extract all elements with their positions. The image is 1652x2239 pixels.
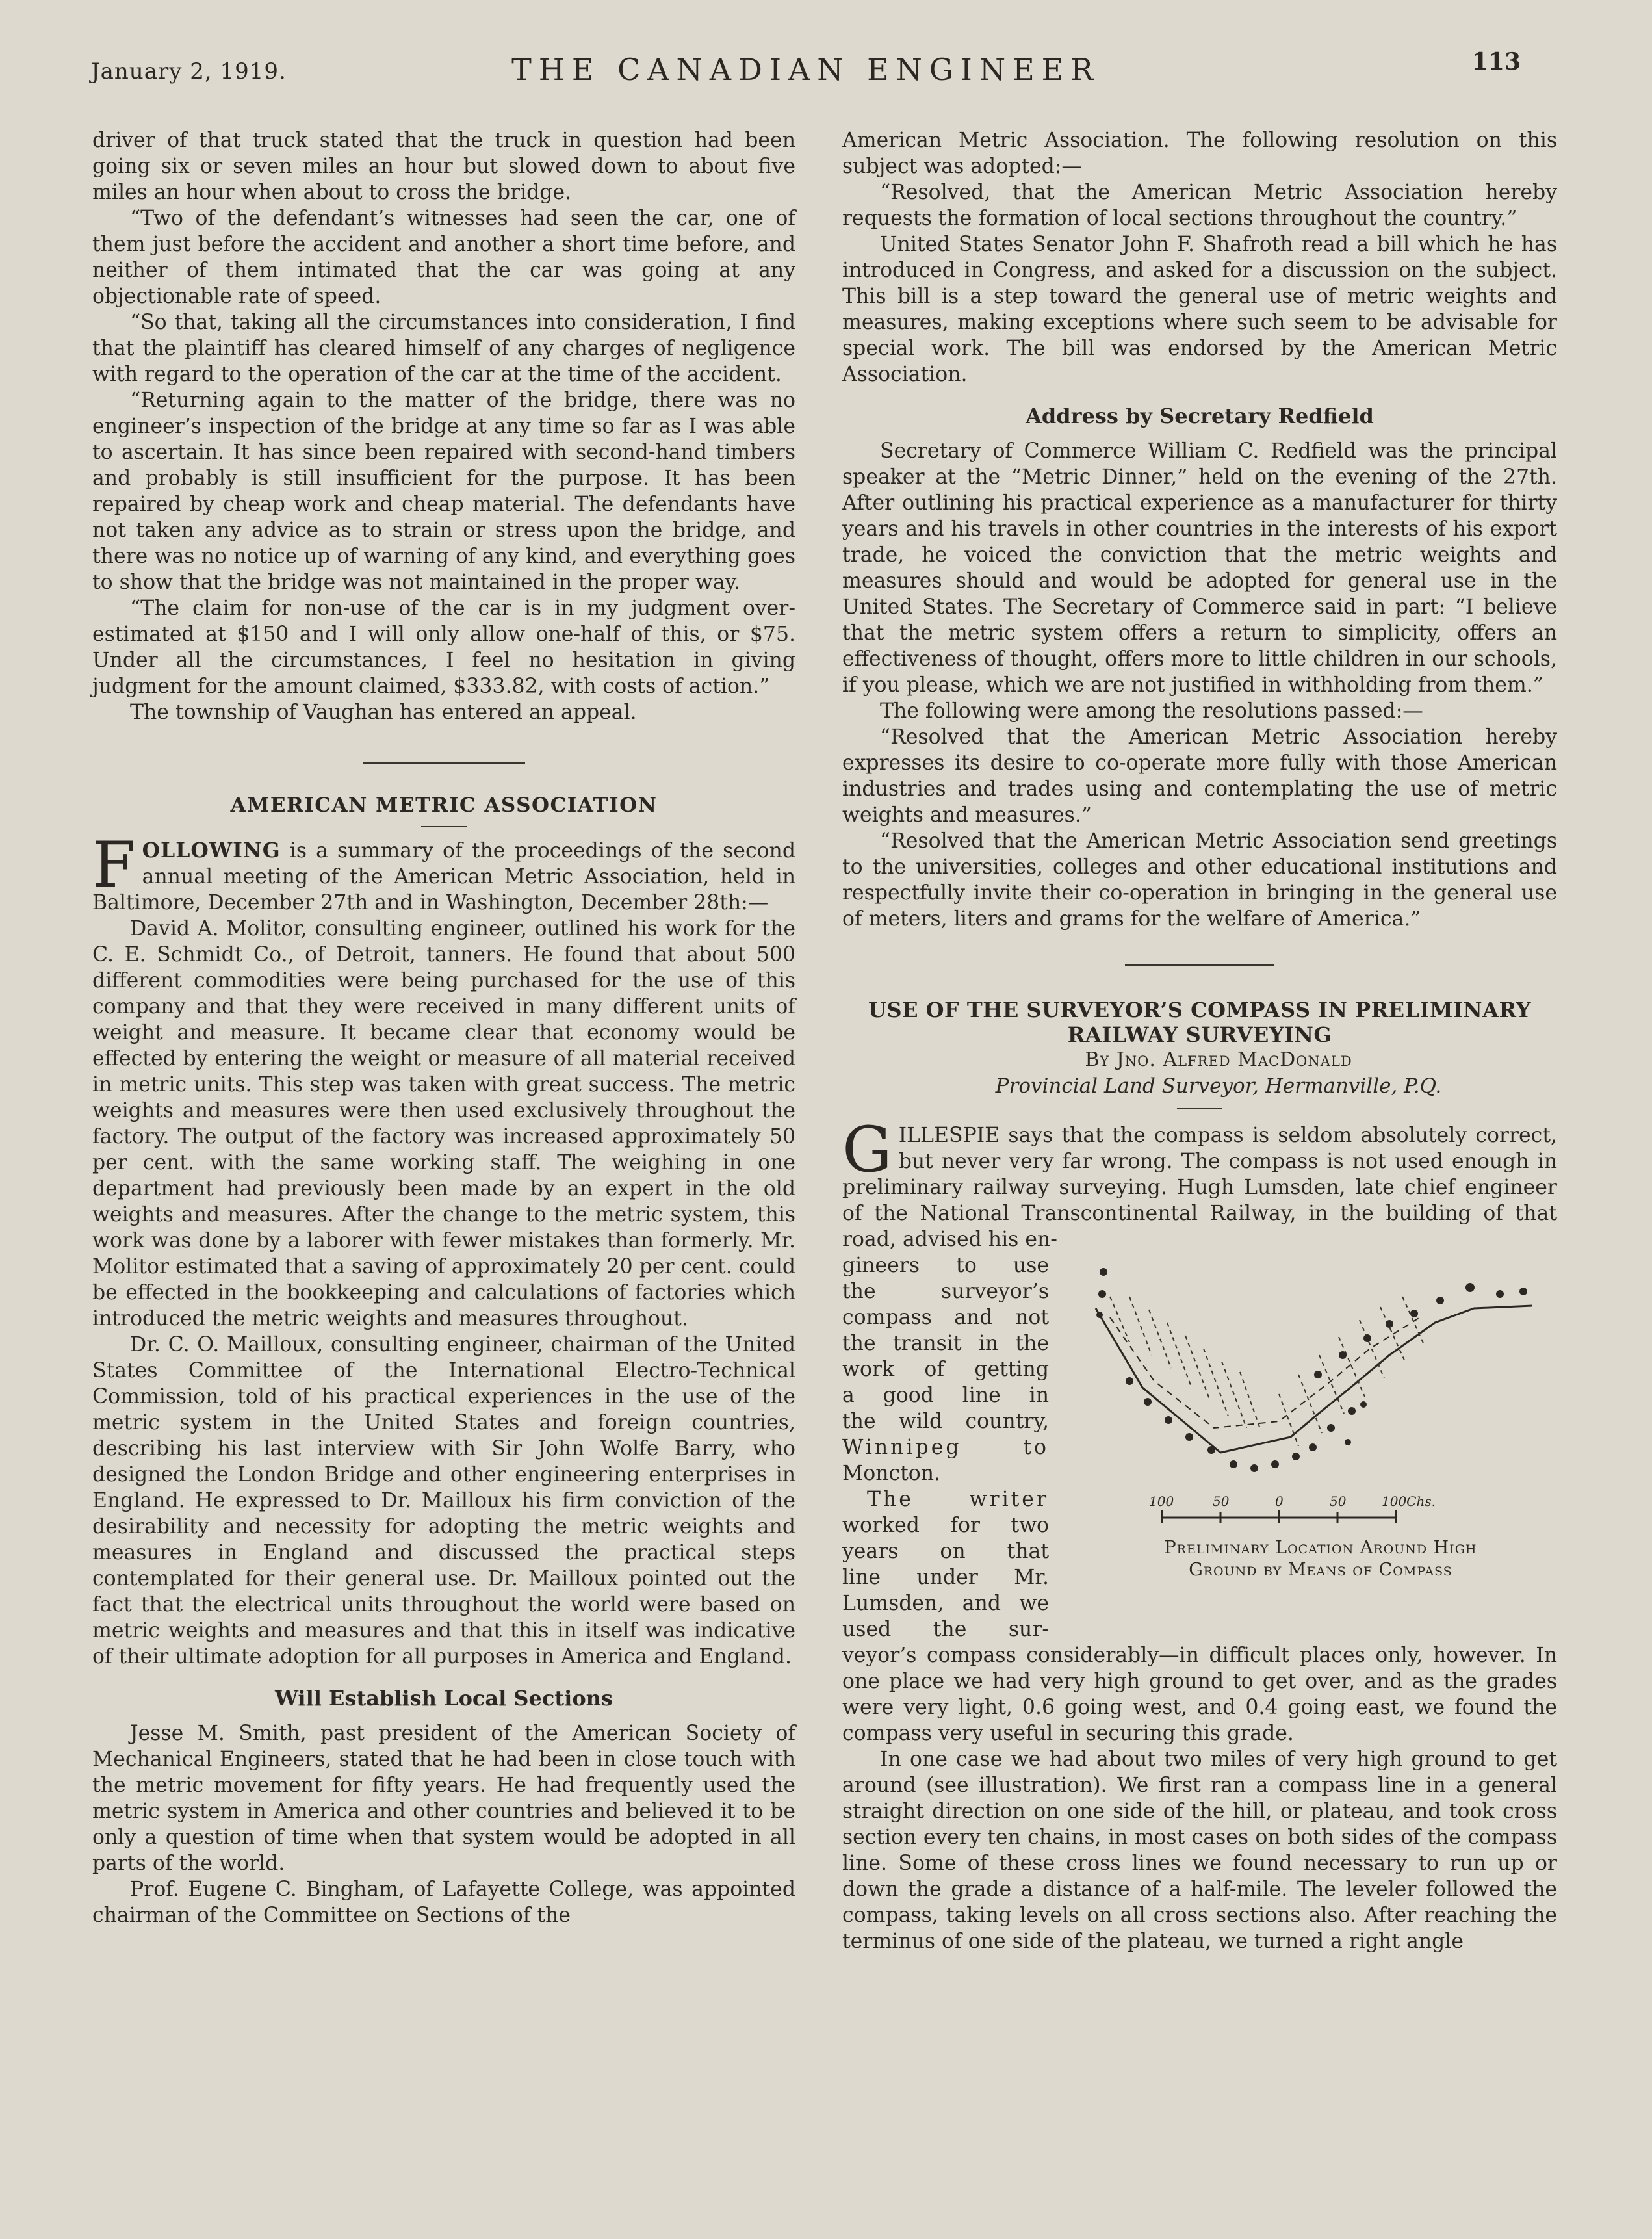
paragraph: United States Senator John F. Shafroth read a bill which he has introduced in Congress, and asked for a discussion on the subject. This bill is a step toward the general use of metric weights and measures, making exceptions where such seem to be advisable for special work. The bill was endorsed by the American Metric Association. [842, 233, 1557, 386]
title-rule [1177, 1108, 1222, 1109]
paragraph: In one case we had about two miles of very high ground to get around (see illustration). We first ran a compass line in a general straight direction on one side of the hill, or plateau, and took cross section every ten chains, in most cases on both sides of the compass line. Some of these cross lines we found necessary to run up or down the grade a distance of a half-mile. The leveler followed the compass, taking levels on all cross sections also. After reaching the terminus of one side of the plateau, we turned a right angle [842, 1748, 1557, 1953]
figure-wrap [842, 1252, 1557, 1642]
cross-sections-right [1279, 1297, 1425, 1446]
paragraph: “Two of the defendant’s witnesses had seen the car, one of them just before the accident and another a short time before, and neither of them intimated that the car was going at any objectionable rate of speed. [92, 207, 795, 308]
paragraph: The township of Vaughan has entered an appeal. [130, 701, 637, 724]
survey-illustration [1084, 1258, 1557, 1612]
paragraph: Secretary of Commerce William C. Redfield was the principal speaker at the “Metric Dinner,” held on the evening of the 27th. After outlining his practical experience as a manufacturer for thirty years and his travels in other countries in the interests of his export trade, he voiced the conviction that the metric weights and measures should and would be adopted for general use in the United States. The Secretary of Commerce said in part: “I believe that the metric system offers a return to simplicity, offers an effectiveness of thought, offers more to little children in our schools, if you please, which we are not justified in withholding from them.” [842, 439, 1557, 697]
narrow-line: the transit in the [842, 1332, 1049, 1355]
survey-diagram [1084, 1258, 1557, 1531]
drop-cap: G [842, 1113, 892, 1186]
paragraph: Jesse M. Smith, past president of the American Society of Mechanical Engineers, stated that he had been in close touch with the metric movement for fifty years. He had frequently used the metric system in America and other countries and believed it to be only a question of time when that system would be adopted in all parts of the world. [92, 1722, 795, 1875]
narrow-line: a good line in [842, 1384, 1049, 1407]
lead-paragraph [842, 1113, 1557, 1252]
scale-bar [1149, 1494, 1436, 1523]
narrow-line: compass and not [842, 1306, 1049, 1329]
narrow-line: line under Mr. [842, 1566, 1049, 1589]
narrow-line: the surveyor’s [842, 1280, 1049, 1303]
paragraph: veyor’s compass considerably—in difficult places only, however. In one place we had very high ground to get over, and as the grades were very light, 0.6 going west, and 0.4 going east, we found the compass very useful in securing this grade. [842, 1644, 1557, 1745]
right-column [842, 127, 1557, 1954]
section-divider [363, 762, 525, 764]
article-title-line-1: USE OF THE SURVEYOR’S COMPASS IN PRELIMINARY [868, 998, 1531, 1022]
tree-symbols [1096, 1268, 1527, 1472]
paragraph: “The claim for non-use of the car is in my judgment over-estimated at $150 and I will only allow one-half of this, or $75. Under all the circumstances, I feel no hesitation in giving judgment for the amount claimed, $333.82, with costs of action.” [92, 597, 795, 698]
section-divider [1125, 964, 1274, 966]
page-number: 113 [1471, 48, 1521, 75]
caption-line-2: Ground by Means of Compass [1189, 1560, 1452, 1580]
paragraph: “Returning again to the matter of the bridge, there was no engineer’s inspection of the bridge at any time so far as I was able to ascertain. It has since been repaired with second-hand timbers and probably is still insufficient for the purpose. It has been repaired by cheap work and cheap material. The defendants have not taken any advice as to strain or stress upon the bridge, and there was no notice up of warning of any kind, and everything goes to show that the bridge was not maintained in the proper way. [92, 389, 795, 594]
lead-text: ILLESPIE says that the compass is seldom absolutely correct, but never very far wrong. The compass is not used enough in preliminary railway surveying. Hugh Lumsden, late chief engineer of the National Transcontinental Railway, in the building of that road, advised his en- [842, 1124, 1557, 1251]
drop-cap: F [92, 829, 136, 901]
paragraph: “Resolved that the American Metric Association hereby expresses its desire to co-operate more fully with those American industries and trades using and contemplating the use of metric weights and measures.” [842, 725, 1557, 827]
running-head [91, 47, 1521, 92]
narrow-line: Lumsden, and we [842, 1592, 1049, 1615]
narrow-text-block [842, 1252, 1049, 1642]
figure-caption [1084, 1537, 1557, 1581]
scale-label: 0 [1275, 1494, 1284, 1509]
narrow-line: work of getting [842, 1358, 1049, 1381]
journal-title: THE CANADIAN ENGINEER [511, 52, 1100, 87]
cross-sections-left [1110, 1297, 1261, 1430]
paragraph: “Resolved, that the American Metric Association hereby requests the formation of local sections throughout the country.” [842, 181, 1557, 230]
article-title-line-2: RAILWAY SURVEYING [1067, 1022, 1332, 1047]
narrow-line: used the sur- [842, 1618, 1049, 1641]
author-affiliation: Provincial Land Surveyor, Hermanville, P.Q. [995, 1074, 1442, 1098]
title-rule [421, 826, 467, 827]
narrow-line: Moncton. [842, 1462, 941, 1485]
paragraph: The following were among the resolutions passed:— [880, 699, 1423, 723]
scale-label: 50 [1213, 1494, 1230, 1509]
caption-line-1: Preliminary Location Around High [1164, 1538, 1477, 1558]
narrow-line: gineers to use [842, 1254, 1049, 1277]
subheading: Will Establish Local Sections [275, 1686, 613, 1711]
narrow-line: worked for two [842, 1514, 1049, 1537]
narrow-line: the wild country, [842, 1410, 1049, 1433]
narrow-line: years on that [842, 1540, 1049, 1563]
issue-date: January 2, 1919. [91, 58, 287, 84]
lead-text: is a summary of the proceedings of the second annual meeting of the American Metric Association, held in Baltimore, December 27th and in Washington, December 28th:— [92, 839, 795, 914]
paragraph: Dr. C. O. Mailloux, consulting engineer, chairman of the United States Committee of the International Electro-Technical Commission, told of his practical experiences in the use of the metric system in the United States and foreign countries, describing his last interview with Sir John Wolfe Barry, who designed the London Bridge and other engineering enterprises in England. He expressed to Dr. Mailloux his firm conviction of the desirability and necessity for adopting the metric weights and measures in England and discussed the practical steps contemplated for their general use. Dr. Mailloux pointed out the fact that the electrical units throughout the world were based on metric weights and measures and that this in itself was indicative of their ultimate adoption for all purposes in America and England. [92, 1333, 795, 1668]
scale-label: 100Chs. [1382, 1494, 1436, 1509]
paragraph: David A. Molitor, consulting engineer, outlined his work for the C. E. Schmidt Co., of Detroit, tanners. He found that about 500 different commodities were being purchased for the use of this company and that they were received in many different units of weight and measure. It became clear that economy would be effected by entering the weight or measure of all material received in metric units. This step was taken with great success. The metric weights and measures were then used exclusively throughout the factory. The output of the factory was increased approximately 50 per cent. with the same working staff. The weighing in one department had previously been made by an expert in the old weights and measures. After the change to the metric system, this work was done by a laborer with fewer mistakes than formerly. Mr. Molitor estimated that a saving of approximately 20 per cent. could be effected in the bookkeeping and calculations of factories which introduced the metric weights and measures throughout. [92, 917, 795, 1330]
left-column [92, 127, 795, 1928]
paragraph: American Metric Association. The following resolution on this subject was adopted:— [842, 129, 1557, 178]
byline: By Jno. Alfred MacDonald [1085, 1048, 1352, 1071]
located-line [1110, 1316, 1422, 1428]
paragraph: “Resolved that the American Metric Association send greetings to the universities, colleges and other educational institutions and respectfully invite their co-operation in bringing in the general use of meters, liters and grams for the welfare of America.” [842, 829, 1557, 931]
scale-label: 50 [1330, 1494, 1347, 1509]
article-title: AMERICAN METRIC ASSOCIATION [230, 794, 658, 817]
scale-label: 100 [1149, 1494, 1174, 1509]
lead-paragraph [92, 829, 795, 916]
paragraph: driver of that truck stated that the truck in question had been going six or seven miles an hour but slowed down to about five miles an hour when about to cross the bridge. [92, 129, 795, 204]
narrow-line: The writer [867, 1488, 1049, 1511]
article-title [842, 998, 1557, 1047]
lead-first-word: OLLOWING [142, 838, 281, 862]
subheading: Address by Secretary Redfield [1026, 404, 1374, 428]
narrow-line: Winnipeg to [842, 1436, 1049, 1459]
compass-line [1096, 1306, 1532, 1453]
paragraph: Prof. Eugene C. Bingham, of Lafayette College, was appointed chairman of the Committee on Sections of the [92, 1878, 795, 1927]
paragraph: “So that, taking all the circumstances into consideration, I find that the plaintiff has cleared himself of any charges of negligence with regard to the operation of the car at the time of the accident. [92, 311, 795, 386]
